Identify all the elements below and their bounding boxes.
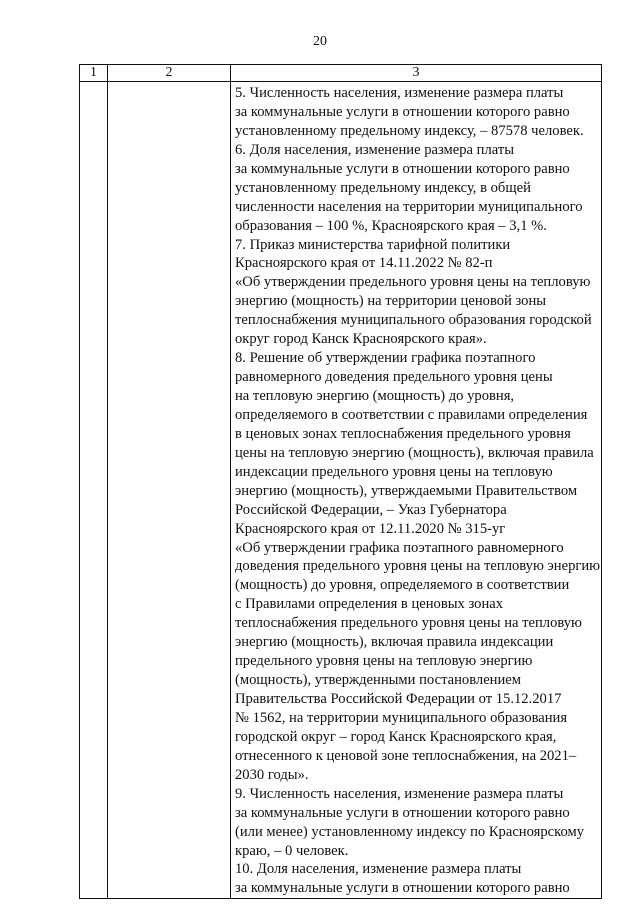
text-line: предельного уровня цены на тепловую энергию bbox=[235, 653, 533, 670]
text-line: энергию (мощность), включая правила индексации bbox=[235, 634, 554, 651]
column-header-1: 1 bbox=[80, 65, 108, 82]
text-line: индексации предельного уровня цены на тепловую bbox=[235, 463, 553, 480]
text-line: 8. Решение об утверждении графика поэтапного bbox=[235, 350, 536, 367]
text-line: за коммунальные услуги в отношении которого равно bbox=[235, 880, 570, 897]
content-table bbox=[79, 64, 602, 899]
text-line: с Правилами определения в ценовых зонах bbox=[235, 596, 504, 613]
text-line: краю, – 0 человек. bbox=[235, 842, 349, 859]
text-line: Правительства Российской Федерации от 15.12.2017 bbox=[235, 691, 562, 707]
text-line: энергию (мощность), утверждаемыми Правительством bbox=[235, 482, 578, 499]
text-line: (мощность), утвержденными постановлением bbox=[235, 672, 522, 689]
text-line: за коммунальные услуги в отношении которого равно bbox=[235, 804, 570, 821]
text-line: (мощность) до уровня, определяемого в соответствии bbox=[235, 577, 570, 594]
text-line: образования – 100 %, Красноярского края – 3,1 %. bbox=[235, 217, 547, 234]
column-header-2: 2 bbox=[108, 65, 231, 82]
text-line: установленному предельному индексу, в общей bbox=[235, 179, 531, 196]
text-line: энергию (мощность) на территории ценовой зоны bbox=[235, 293, 547, 310]
text-line: (или менее) установленному индексу по Красноярскому bbox=[235, 823, 585, 840]
text-line: цены на тепловую энергию (мощность), включая правила bbox=[235, 444, 594, 461]
table-header-row bbox=[80, 65, 602, 82]
text-line: 6. Доля населения, изменение размера платы bbox=[235, 141, 515, 158]
cell-col1 bbox=[80, 82, 108, 899]
text-line: Красноярского края от 14.11.2022 № 82-п bbox=[235, 255, 493, 272]
text-line: Российской Федерации, – Указ Губернатора bbox=[235, 501, 507, 518]
cell-col2 bbox=[108, 82, 231, 899]
table-row bbox=[80, 82, 602, 899]
column-header-3: 3 bbox=[231, 65, 602, 82]
text-line: «Об утверждении графика поэтапного равномерного bbox=[235, 539, 564, 556]
text-line: Красноярского края от 12.11.2020 № 315-уг bbox=[235, 520, 506, 537]
text-line: 2030 годы». bbox=[235, 766, 309, 783]
page-number: 20 bbox=[313, 34, 327, 49]
text-line: в ценовых зонах теплоснабжения предельного уровня bbox=[235, 425, 571, 442]
text-line: округ город Канск Красноярского края». bbox=[235, 331, 487, 348]
cell-col3 bbox=[231, 82, 602, 899]
text-line: за коммунальные услуги в отношении которого равно bbox=[235, 103, 570, 120]
text-line: равномерного доведения предельного уровня цены bbox=[235, 369, 553, 386]
text-line: определяемого в соответствии с правилами определения bbox=[235, 406, 588, 423]
text-line: доведения предельного уровня цены на тепловую энергию bbox=[235, 558, 601, 575]
text-line: теплоснабжения предельного уровня цены на тепловую bbox=[235, 615, 582, 632]
text-line: 7. Приказ министерства тарифной политики bbox=[235, 236, 511, 253]
text-line: теплоснабжения муниципального образования городской bbox=[235, 312, 592, 329]
text-line: отнесенного к ценовой зоне теплоснабжения, на 2021– bbox=[235, 747, 577, 764]
text-line: № 1562, на территории муниципального образования bbox=[235, 709, 568, 726]
text-line: за коммунальные услуги в отношении которого равно bbox=[235, 160, 570, 177]
text-line: «Об утверждении предельного уровня цены на тепловую bbox=[235, 274, 591, 291]
text-line: 9. Численность населения, изменение размера платы bbox=[235, 785, 564, 802]
text-line: на тепловую энергию (мощность) до уровня, bbox=[235, 388, 515, 404]
cell-col3-text bbox=[231, 82, 601, 898]
text-line: 5. Численность населения, изменение размера платы bbox=[235, 85, 564, 101]
text-line: установленному предельному индексу, – 87578 человек. bbox=[235, 122, 584, 139]
text-line: городской округ – город Канск Красноярского края, bbox=[235, 728, 557, 745]
text-line: 10. Доля населения, изменение размера платы bbox=[235, 861, 522, 878]
text-line: численности населения на территории муниципального bbox=[235, 198, 583, 215]
